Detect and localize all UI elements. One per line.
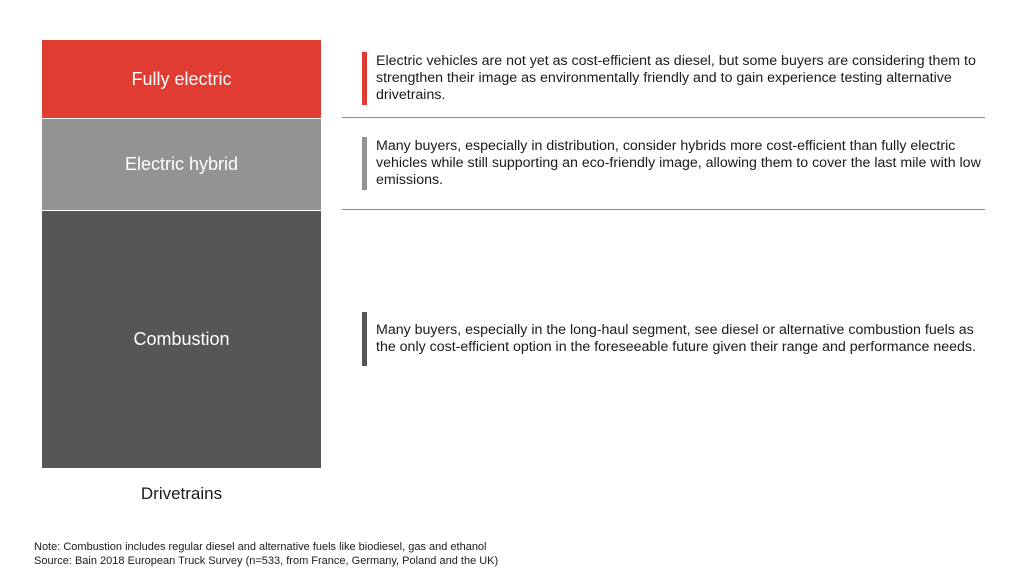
segment-combustion [42,210,321,468]
x-axis-label: Drivetrains [140,484,223,503]
description-combustion [342,210,985,468]
description-text-electric-hybrid: Many buyers, especially in distribution, consider hybrids more cost-efficient than fully electric vehicles while still supporting an eco-friendly image, allowing them to cover the last mile with low emissions. [376,138,981,188]
segment-label-fully-electric: Fully electric [131,68,232,89]
segment-fully-electric [42,40,321,118]
drivetrain-stack [42,40,321,468]
footer-source: Source: Bain 2018 European Truck Survey (n=533, from France, Germany, Poland and the UK) [34,555,499,567]
segment-label-combustion: Combustion [133,329,230,349]
segment-label-electric-hybrid: Electric hybrid [124,154,239,174]
description-fully-electric [342,40,985,117]
description-text-combustion: Many buyers, especially in the long-haul segment, see diesel or alternative combustion fuels as the only cost-efficient option in the foreseeable future given their range and performance needs. [376,322,976,355]
footer-note: Note: Combustion includes regular diesel and alternative fuels like biodiesel, gas and ethanol [34,541,487,553]
description-text-fully-electric: Electric vehicles are not yet as cost-efficient as diesel, but some buyers are considering them to strengthen their image as environmentally friendly and to gain experience testing alternative drivetrains. [376,53,976,103]
color-bar-electric-hybrid [362,137,367,190]
segment-electric-hybrid [42,118,321,210]
description-electric-hybrid [342,118,985,209]
color-bar-fully-electric [362,52,367,105]
footer [34,540,498,568]
color-bar-combustion [362,312,367,366]
